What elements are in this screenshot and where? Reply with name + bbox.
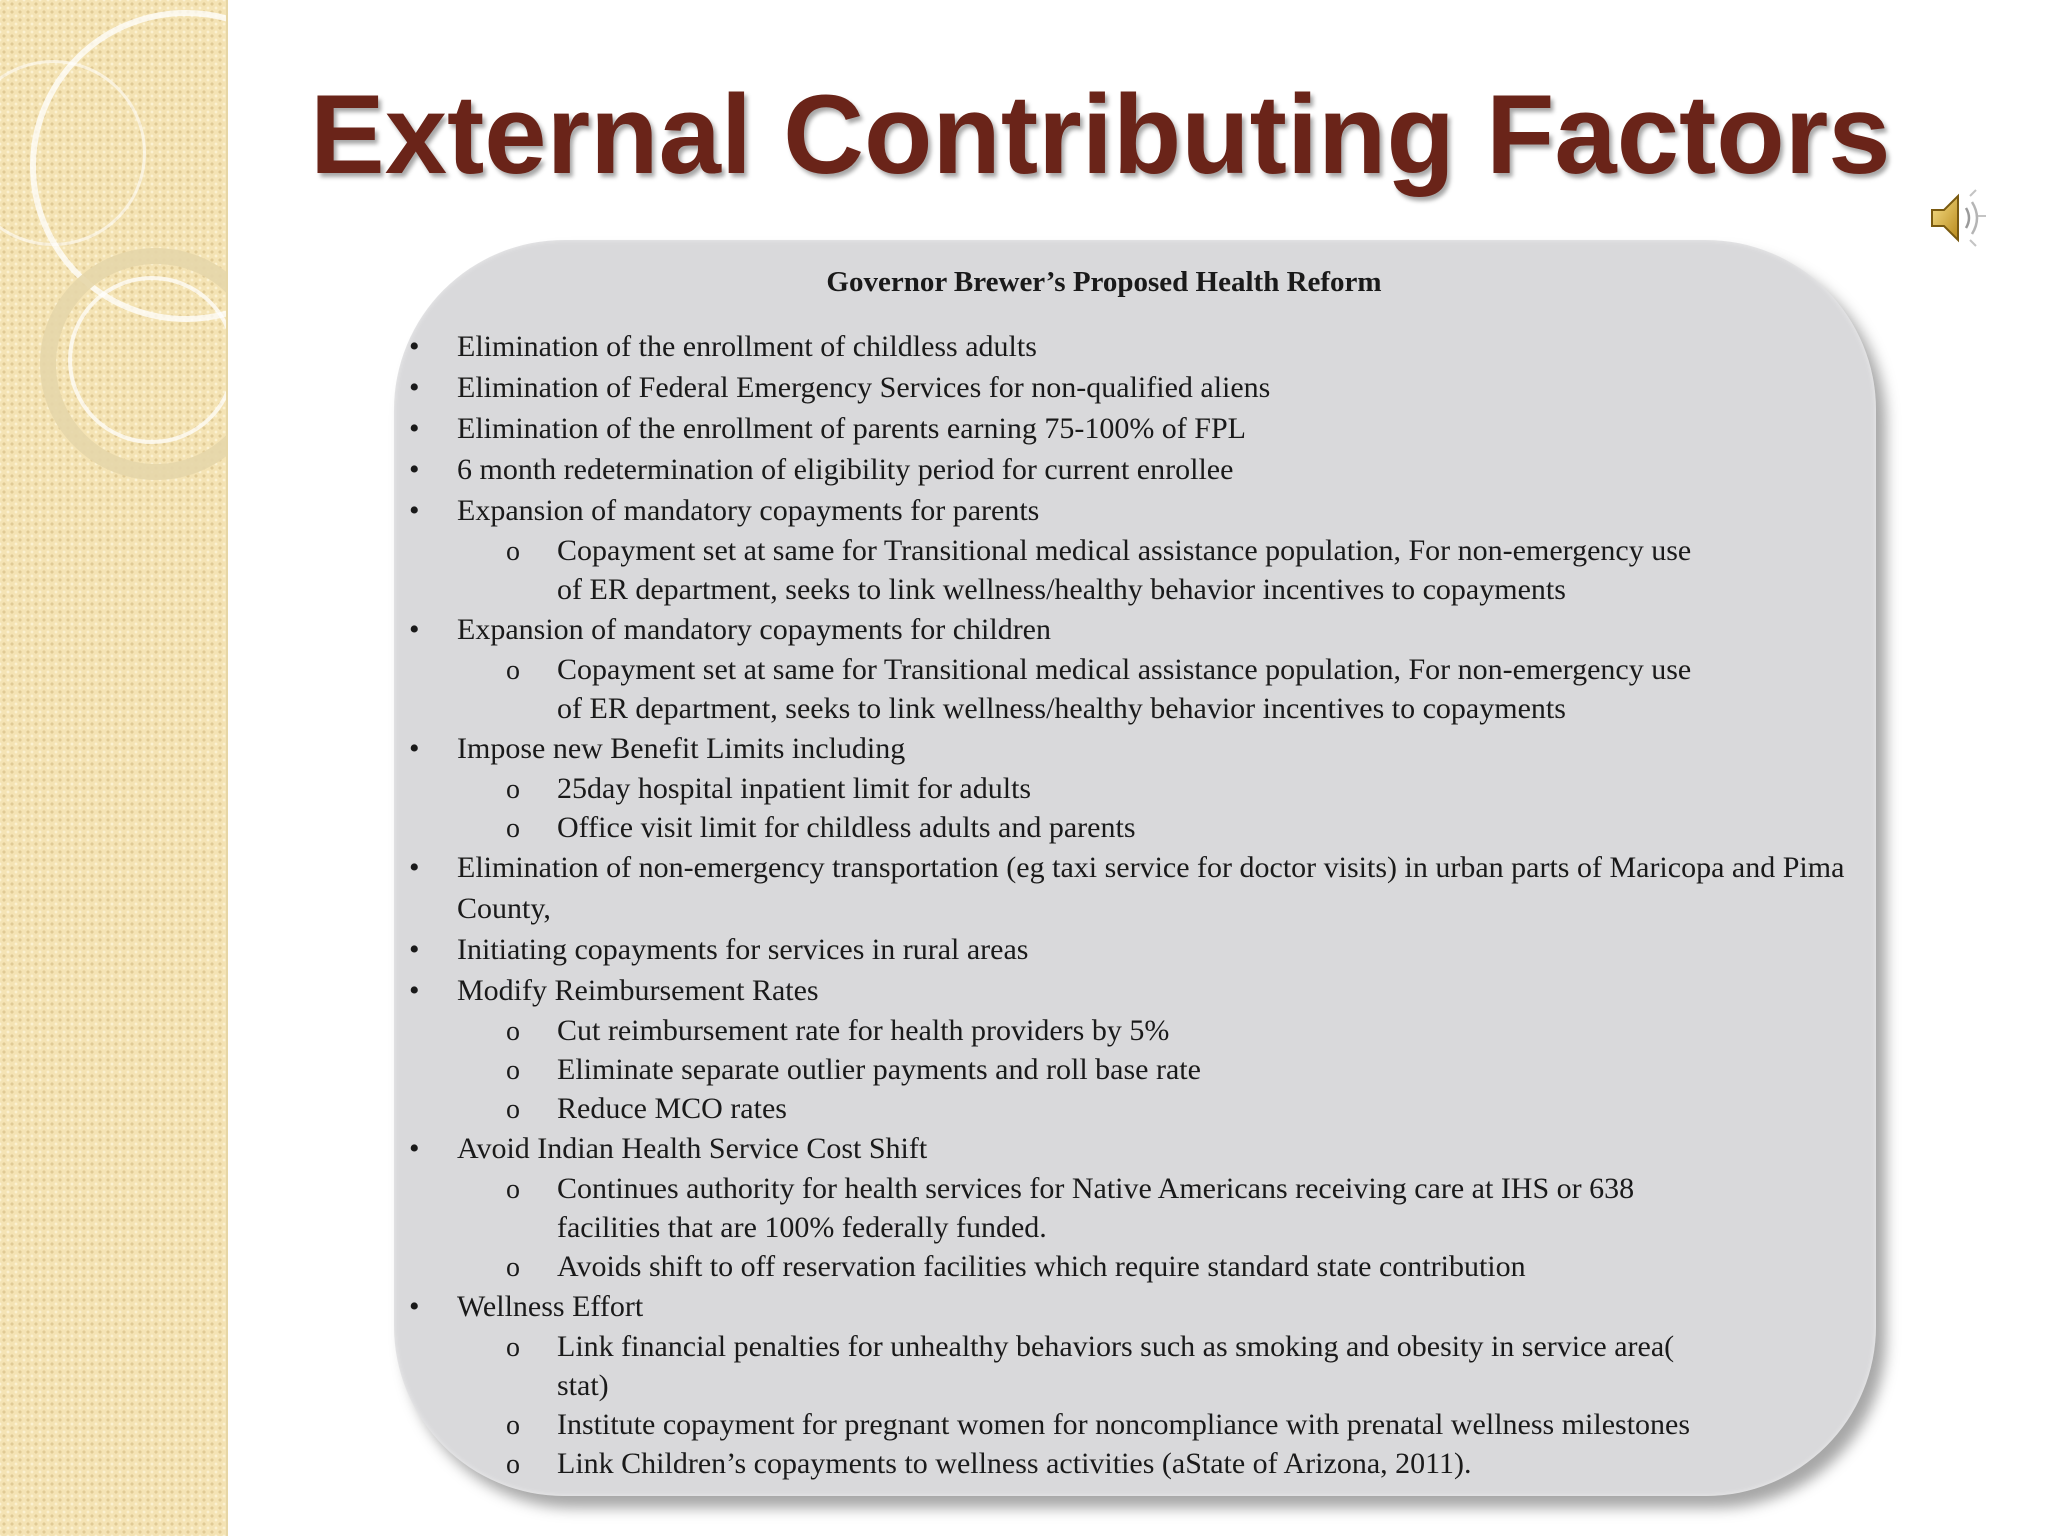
speaker-icon[interactable]	[1926, 186, 1990, 250]
sub-list-item-text: Link financial penalties for unhealthy behaviors such as smoking and obesity in service area( stat)	[557, 1330, 1675, 1402]
list-item-text: Initiating copayments for services in rural areas	[457, 933, 1029, 966]
list-item-text: 6 month redetermination of eligibility period for current enrollee	[457, 453, 1234, 486]
list-item-text: Avoid Indian Health Service Cost Shift	[457, 1132, 928, 1165]
list-item-text: Elimination of the enrollment of parents earning 75-100% of FPL	[457, 412, 1246, 445]
list-item	[394, 1128, 1854, 1169]
list-item	[394, 847, 1854, 929]
sub-list-item-text: Eliminate separate outlier payments and roll base rate	[557, 1053, 1201, 1086]
bullet-marker: •	[409, 1132, 420, 1165]
sub-list-item-text: Link Children’s copayments to wellness activities (aState of Arizona, 2011).	[557, 1447, 1472, 1480]
decorative-ring	[68, 276, 228, 444]
sub-list-item	[394, 1050, 1854, 1089]
bullet-marker: •	[409, 371, 420, 404]
sub-bullet-marker: o	[506, 655, 520, 686]
sub-list-item	[394, 650, 1854, 728]
sub-bullet-marker: o	[506, 1174, 520, 1205]
list-item-text: Elimination of Federal Emergency Services for non-qualified aliens	[457, 371, 1271, 404]
list-item	[394, 609, 1854, 650]
sub-bullet-marker: o	[506, 813, 520, 844]
list-item-text: Wellness Effort	[457, 1290, 644, 1323]
list-item	[394, 929, 1854, 970]
reform-bullet-list	[394, 326, 1854, 1483]
list-item-text: Expansion of mandatory copayments for children	[457, 613, 1051, 646]
list-item	[394, 449, 1854, 490]
list-item	[394, 490, 1854, 531]
bullet-marker: •	[409, 613, 420, 646]
sub-bullet-marker: o	[506, 1016, 520, 1047]
bullet-marker: •	[409, 412, 420, 445]
bullet-marker: •	[409, 330, 420, 363]
list-item	[394, 326, 1854, 367]
bullet-marker: •	[409, 1290, 420, 1323]
sub-list-item	[394, 1247, 1854, 1286]
sub-list-item-text: Avoids shift to off reservation facilities which require standard state contribution	[557, 1250, 1526, 1283]
list-item	[394, 1286, 1854, 1327]
sub-list-item	[394, 1169, 1854, 1247]
sub-bullet-marker: o	[506, 1252, 520, 1283]
sub-list-item	[394, 1089, 1854, 1128]
list-item-text: Modify Reimbursement Rates	[457, 974, 819, 1007]
bullet-marker: •	[409, 732, 420, 765]
list-item-text: Elimination of the enrollment of childless adults	[457, 330, 1037, 363]
bullet-marker: •	[409, 933, 420, 966]
sub-list-item-text: Cut reimbursement rate for health providers by 5%	[557, 1014, 1170, 1047]
sub-list-item-text: Reduce MCO rates	[557, 1092, 787, 1125]
sub-bullet-marker: o	[506, 1410, 520, 1441]
panel-title: Governor Brewer’s Proposed Health Reform	[826, 266, 1382, 298]
sub-bullet-marker: o	[506, 1332, 520, 1363]
list-item	[394, 367, 1854, 408]
list-item-text: Elimination of non-emergency transportation (eg taxi service for doctor visits) in urban parts of Maricopa and Pima County,	[457, 851, 1845, 925]
sub-list-item	[394, 1444, 1854, 1483]
sub-list-item-text: 25day hospital inpatient limit for adults	[557, 772, 1032, 805]
list-item	[394, 408, 1854, 449]
sub-list-item	[394, 1011, 1854, 1050]
sub-list-item-text: Copayment set at same for Transitional medical assistance population, For non-emergency use of ER department, seeks to link wellness/healthy behavior incentives to copayments	[557, 534, 1692, 606]
list-item-text: Expansion of mandatory copayments for parents	[457, 494, 1040, 527]
sub-bullet-marker: o	[506, 1449, 520, 1480]
list-item-text: Impose new Benefit Limits including	[457, 732, 906, 765]
sub-list-item-text: Continues authority for health services for Native Americans receiving care at IHS or 638 facilities that are 100% federally funded.	[557, 1172, 1635, 1244]
sub-list-item	[394, 769, 1854, 808]
sub-bullet-marker: o	[506, 1055, 520, 1086]
bullet-marker: •	[409, 974, 420, 1007]
sub-list-item	[394, 531, 1854, 609]
bullet-marker: •	[409, 851, 420, 884]
sub-list-item-text: Office visit limit for childless adults and parents	[557, 811, 1136, 844]
list-item	[394, 970, 1854, 1011]
sub-list-item-text: Copayment set at same for Transitional medical assistance population, For non-emergency use of ER department, seeks to link wellness/healthy behavior incentives to copayments	[557, 653, 1692, 725]
slide-title: External Contributing Factors	[310, 72, 1891, 197]
sub-list-item	[394, 808, 1854, 847]
sub-bullet-marker: o	[506, 774, 520, 805]
sub-bullet-marker: o	[506, 1094, 520, 1125]
sub-list-item	[394, 1327, 1854, 1405]
sub-list-item-text: Institute copayment for pregnant women for noncompliance with prenatal wellness milestones	[557, 1408, 1691, 1441]
bullet-marker: •	[409, 494, 420, 527]
sub-bullet-marker: o	[506, 536, 520, 567]
decorative-side-band	[0, 0, 228, 1536]
sub-list-item	[394, 1405, 1854, 1444]
bullet-marker: •	[409, 453, 420, 486]
list-item	[394, 728, 1854, 769]
